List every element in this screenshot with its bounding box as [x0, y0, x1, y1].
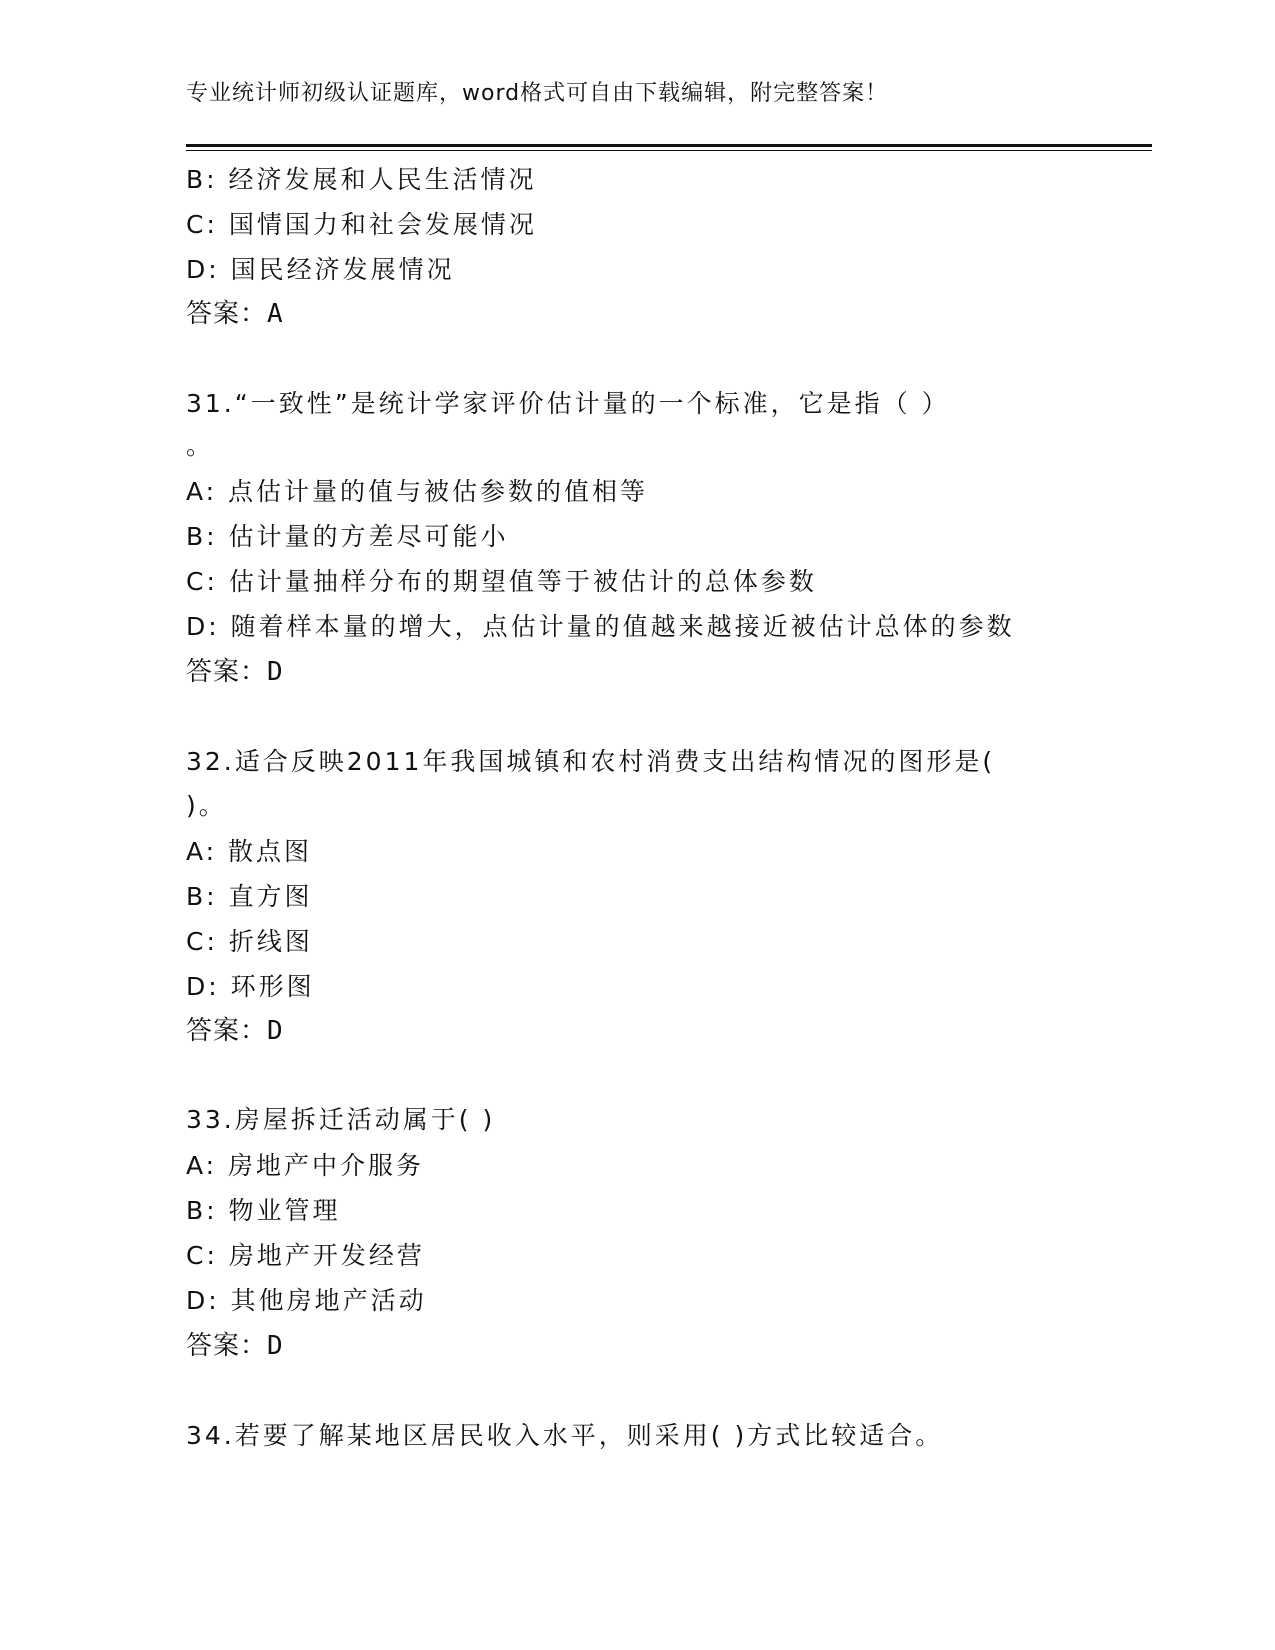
option-c: C: 折线图 — [186, 927, 313, 956]
answer-label: 答案： — [186, 657, 268, 687]
answer-label: 答案： — [186, 1331, 268, 1361]
question-stem: 32.适合反映2011年我国城镇和农村消费支出结构情况的图形是( — [186, 747, 996, 776]
option-d: D: 随着样本量的增大，点估计量的值越来越接近被估计总体的参数 — [186, 612, 1015, 641]
answer-value: D — [267, 1331, 284, 1361]
question-stem: 33.房屋拆迁活动属于( ) — [186, 1105, 496, 1134]
option-b: B: 经济发展和人民生活情况 — [186, 165, 537, 194]
answer-line — [186, 651, 284, 688]
answer-label: 答案： — [186, 1016, 268, 1046]
question-stem: 34.若要了解某地区居民收入水平，则采用( )方式比较适合。 — [186, 1421, 944, 1450]
answer-line — [186, 293, 284, 330]
page-header: 专业统计师初级认证题库，word格式可自由下载编辑，附完整答案！ — [186, 81, 889, 106]
option-d: D: 国民经济发展情况 — [186, 255, 455, 284]
option-c: C: 房地产开发经营 — [186, 1241, 425, 1270]
option-a: A: 房地产中介服务 — [186, 1151, 425, 1180]
question-stem-continuation: 。 — [186, 431, 215, 460]
answer-value: A — [267, 299, 284, 329]
answer-label: 答案： — [186, 299, 268, 329]
question-stem-continuation: )。 — [186, 791, 227, 820]
option-c: C: 国情国力和社会发展情况 — [186, 210, 537, 239]
option-a: A: 点估计量的值与被估参数的值相等 — [186, 477, 649, 506]
answer-value: D — [267, 1016, 284, 1046]
header-rule-thick — [186, 144, 1152, 147]
answer-line — [186, 1010, 284, 1047]
option-c: C: 估计量抽样分布的期望值等于被估计的总体参数 — [186, 567, 817, 596]
option-d: D: 环形图 — [186, 972, 315, 1001]
option-b: B: 估计量的方差尽可能小 — [186, 522, 509, 551]
option-b: B: 物业管理 — [186, 1196, 341, 1225]
option-a: A: 散点图 — [186, 837, 313, 866]
option-b: B: 直方图 — [186, 882, 313, 911]
option-d: D: 其他房地产活动 — [186, 1286, 427, 1315]
question-stem: 31.“一致性”是统计学家评价估计量的一个标准，它是指（ ） — [186, 389, 950, 418]
answer-line — [186, 1325, 284, 1362]
answer-value: D — [267, 657, 284, 687]
header-rule-thin — [186, 150, 1152, 151]
